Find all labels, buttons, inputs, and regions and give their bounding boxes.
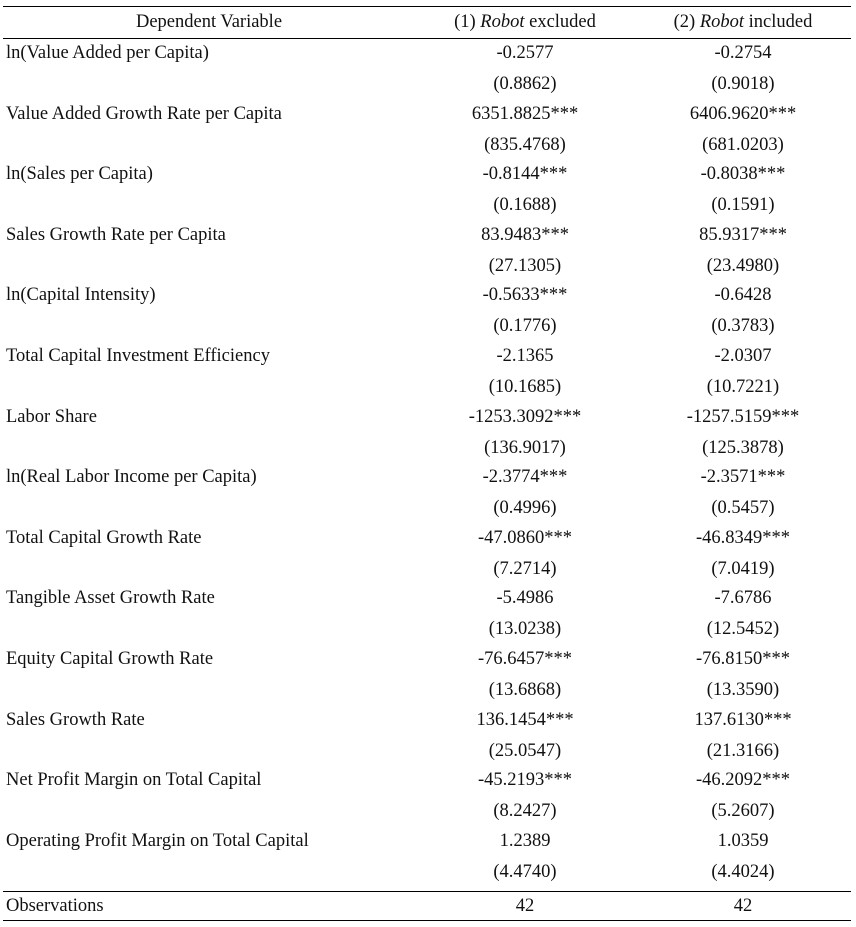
table-header xyxy=(3,8,851,38)
row-se-col2: (23.4980) xyxy=(706,255,780,276)
header-col1-italic: Robot xyxy=(480,12,525,32)
table-row xyxy=(3,100,851,161)
table-row xyxy=(3,766,851,827)
row-se-col2: (0.3783) xyxy=(711,316,775,337)
row-coef-col1: -0.2577 xyxy=(496,43,554,63)
row-label: Total Capital Investment Efficiency xyxy=(6,345,270,366)
row-se-col2: (7.0419) xyxy=(711,558,775,579)
table-body xyxy=(3,39,851,887)
table-row xyxy=(3,584,851,645)
row-se-col1: (136.9017) xyxy=(484,437,566,458)
row-se-col1: (27.1305) xyxy=(488,255,562,276)
row-label: ln(Capital Intensity) xyxy=(6,285,156,306)
row-label: ln(Real Labor Income per Capita) xyxy=(6,467,257,488)
row-coef-col2: 85.9317*** xyxy=(699,224,787,245)
row-coef-col2: -7.6786 xyxy=(714,588,772,609)
header-col2-prefix: (2) xyxy=(673,12,700,32)
table-row xyxy=(3,160,851,221)
row-label: Sales Growth Rate per Capita xyxy=(6,224,226,245)
row-coef-col2: -0.8038*** xyxy=(700,164,786,185)
row-se-col1: (13.0238) xyxy=(488,619,562,640)
row-coef-col2: 6406.9620*** xyxy=(689,103,797,124)
row-coef-col2: -1257.5159*** xyxy=(686,406,800,427)
row-se-col2: (13.3590) xyxy=(706,679,780,700)
row-coef-col2: 137.6130*** xyxy=(694,709,792,730)
row-se-col1: (10.1685) xyxy=(488,376,562,397)
row-se-col1: (0.1688) xyxy=(493,195,557,216)
row-coef-col1: -1253.3092*** xyxy=(468,406,582,427)
row-se-col1: (4.4740) xyxy=(493,861,557,882)
row-se-col1: (8.2427) xyxy=(493,801,557,822)
row-coef-col2: -76.8150*** xyxy=(695,648,791,669)
row-coef-col1: -76.6457*** xyxy=(477,648,573,669)
observations-label: Observations xyxy=(6,896,104,916)
row-se-col2: (5.2607) xyxy=(711,801,775,822)
row-coef-col1: 1.2389 xyxy=(499,830,551,851)
row-coef-col2: -46.8349*** xyxy=(695,527,791,548)
row-se-col1: (0.1776) xyxy=(493,316,557,337)
observations-col1: 42 xyxy=(515,896,535,916)
row-label: Net Profit Margin on Total Capital xyxy=(6,770,262,791)
row-coef-col1: 6351.8825*** xyxy=(471,103,579,124)
row-coef-col1: 83.9483*** xyxy=(481,224,569,245)
row-coef-col1: -5.4986 xyxy=(496,588,554,609)
table-row xyxy=(3,463,851,524)
table-row xyxy=(3,342,851,403)
table-row xyxy=(3,645,851,706)
row-coef-col2: -46.2092*** xyxy=(695,770,791,791)
row-se-col2: (21.3166) xyxy=(706,740,780,761)
row-coef-col1: -47.0860*** xyxy=(477,527,573,548)
row-se-col1: (7.2714) xyxy=(493,558,557,579)
row-coef-col1: 136.1454*** xyxy=(476,709,574,730)
table-row xyxy=(3,524,851,585)
top-rule xyxy=(3,6,851,7)
row-se-col1: (0.4996) xyxy=(493,498,557,519)
table-row xyxy=(3,403,851,464)
row-se-col2: (0.1591) xyxy=(711,195,775,216)
table-row xyxy=(3,827,851,888)
row-se-col1: (835.4768) xyxy=(484,134,566,155)
row-label: Total Capital Growth Rate xyxy=(6,527,202,548)
row-coef-col1: -0.5633*** xyxy=(482,285,568,306)
row-coef-col2: -0.2754 xyxy=(714,43,772,63)
header-dependent-variable: Dependent Variable xyxy=(135,12,283,32)
header-col1-suffix: excluded xyxy=(524,12,596,32)
row-coef-col1: -2.1365 xyxy=(496,345,554,366)
row-label: Sales Growth Rate xyxy=(6,709,145,730)
row-coef-col2: -2.3571*** xyxy=(700,467,786,488)
row-label: ln(Sales per Capita) xyxy=(6,164,153,185)
row-coef-col2: 1.0359 xyxy=(717,830,769,851)
header-column-1 xyxy=(415,12,635,33)
row-coef-col1: -0.8144*** xyxy=(482,164,568,185)
row-se-col2: (681.0203) xyxy=(702,134,784,155)
observations-row xyxy=(3,892,851,920)
table-row xyxy=(3,706,851,767)
table-row xyxy=(3,39,851,100)
row-label: Tangible Asset Growth Rate xyxy=(6,588,215,609)
row-label: Equity Capital Growth Rate xyxy=(6,648,214,669)
row-se-col2: (0.5457) xyxy=(711,498,775,519)
row-label: ln(Value Added per Capita) xyxy=(6,43,209,63)
row-se-col2: (12.5452) xyxy=(706,619,780,640)
row-label: Operating Profit Margin on Total Capital xyxy=(6,830,309,851)
header-col2-suffix: included xyxy=(744,12,813,32)
row-se-col2: (10.7221) xyxy=(706,376,780,397)
header-column-2 xyxy=(635,12,851,33)
table-row xyxy=(3,281,851,342)
row-se-col2: (4.4024) xyxy=(711,861,775,882)
row-label: Value Added Growth Rate per Capita xyxy=(6,103,282,124)
row-se-col2: (125.3878) xyxy=(702,437,784,458)
row-se-col1: (13.6868) xyxy=(488,679,562,700)
row-se-col1: (0.8862) xyxy=(493,74,557,94)
row-coef-col1: -2.3774*** xyxy=(482,467,568,488)
header-col1-prefix: (1) xyxy=(454,12,481,32)
observations-col2: 42 xyxy=(733,896,753,916)
header-col2-italic: Robot xyxy=(699,12,745,32)
table-row xyxy=(3,221,851,282)
row-se-col2: (0.9018) xyxy=(711,74,775,94)
row-coef-col2: -2.0307 xyxy=(714,345,772,366)
row-coef-col1: -45.2193*** xyxy=(477,770,573,791)
bottom-rule xyxy=(3,920,851,921)
row-coef-col2: -0.6428 xyxy=(714,285,772,306)
row-se-col1: (25.0547) xyxy=(488,740,562,761)
row-label: Labor Share xyxy=(6,406,97,427)
